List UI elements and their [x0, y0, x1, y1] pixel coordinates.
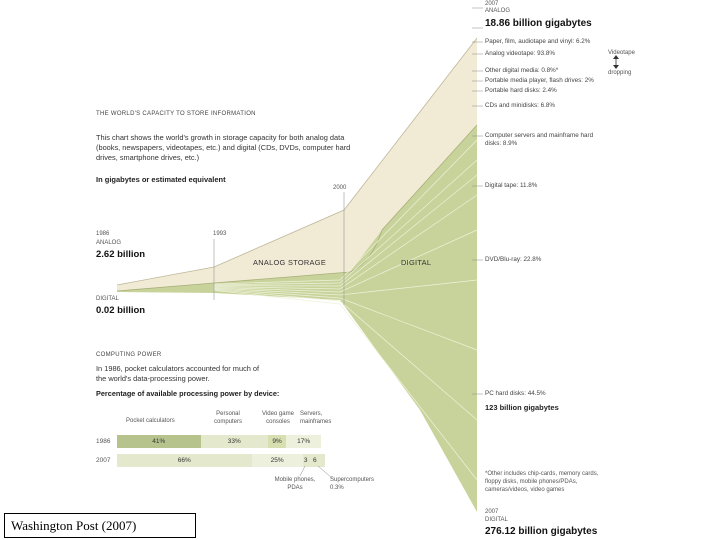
row-year-2007: 2007 — [96, 457, 111, 464]
bar-0-segment-pocket-calculators: 41% — [117, 435, 202, 448]
analog-2007-value: 18.86 billion gigabytes — [485, 18, 592, 29]
bar-1-segment-servers-mainframes: 3 — [303, 454, 310, 467]
analog-caption: ANALOG — [96, 240, 122, 246]
leader-super — [318, 466, 332, 478]
digital-caption: DIGITAL — [96, 296, 119, 302]
col-servers-mainframes: Servers, mainframes — [300, 411, 332, 425]
year-2000-label: 2000 — [333, 185, 347, 191]
digital-2007-value: 276.12 billion gigabytes — [485, 526, 598, 537]
bar-1-segment-video-game-consoles: 25% — [252, 454, 304, 467]
bar-0-segment-servers-mainframes: 17% — [286, 435, 322, 448]
bar-1-segment-mobile-phones-pdas: 6 — [309, 454, 322, 467]
computing-title: COMPUTING POWER — [96, 352, 162, 358]
unit-note: In gigabytes or estimated equivalent — [96, 175, 226, 184]
intro-text: This chart shows the world's growth in storage capacity for both analog data (books, newspapers, videotapes, etc.) and digital (CDs, DVDs, computer hard drives, smartphone drives, etc.) — [96, 133, 351, 162]
computing-intro: In 1986, pocket calculators accounted for much of the world's data-processing power. — [96, 364, 260, 383]
digital-1986-value: 0.02 billion — [96, 305, 146, 316]
analog-1986-value: 2.62 billion — [96, 249, 146, 260]
year-1993-label: 1993 — [213, 231, 227, 237]
digital-label-dvd-bluray: DVD/Blu-ray: 22.8% — [485, 256, 542, 263]
col-personal-computers: Personal computers — [213, 411, 242, 425]
row-year-1986: 1986 — [96, 438, 111, 445]
bar-1-segment-personal-computers: 66% — [117, 454, 253, 467]
note-supercomputers: Supercomputers 0.3% — [330, 477, 375, 491]
analog-item-paper: Paper, film, audiotape and vinyl: 6.2% — [485, 38, 591, 45]
digital-label-portable-media: Portable media player, flash drives: 2% — [485, 77, 594, 84]
analog-2007-caption: ANALOG — [485, 8, 511, 14]
col-video-game-consoles: Video game consoles — [262, 411, 294, 425]
digital-label-pc-hard-disks: PC hard disks: 44.5% — [485, 390, 546, 397]
digital-storage-label: DIGITAL — [401, 258, 432, 267]
note-mobile-phones: Mobile phones, PDAs — [274, 477, 316, 491]
digital-label-cds-minidisks: CDs and minidisks: 6.8% — [485, 102, 555, 109]
digital-label-servers-mainframes: Computer servers and mainframe hard disks: 8.9% — [485, 132, 594, 147]
year-1986-label: 1986 — [96, 231, 110, 237]
bar-0-segment-personal-computers: 33% — [201, 435, 269, 448]
analog-storage-label: ANALOG STORAGE — [253, 258, 327, 267]
digital-2007-year: 2007 — [485, 509, 499, 515]
digital-2007-caption: DIGITAL — [485, 517, 508, 523]
footnote: *Other includes chip-cards, memory cards, floppy disks, mobile phones/PDAs, cameras/videos, video games — [485, 471, 599, 493]
analog-item-videotape: Analog videotape: 93.8% — [485, 50, 556, 57]
pc-hard-disk-value: 123 billion gigabytes — [485, 403, 559, 412]
source-credit: Washington Post (2007) — [4, 513, 196, 538]
videotape-note-bottom: dropping — [608, 70, 632, 76]
bar-0-segment-video-game-consoles: 9% — [268, 435, 287, 448]
analog-2007-year: 2007 — [485, 1, 499, 7]
col-pocket-calculators: Pocket calculators — [126, 418, 175, 424]
computing-subtitle: Percentage of available processing power by device: — [96, 389, 280, 398]
digital-label-other-digital: Other digital media: 0.8%* — [485, 67, 559, 74]
digital-label-portable-hard-disks: Portable hard disks: 2.4% — [485, 87, 557, 94]
videotape-note-top: Videotape — [608, 50, 635, 56]
leader-mobile — [300, 466, 305, 476]
digital-label-digital-tape: Digital tape: 11.8% — [485, 182, 538, 189]
section-title: THE WORLD'S CAPACITY TO STORE INFORMATION — [96, 111, 256, 117]
